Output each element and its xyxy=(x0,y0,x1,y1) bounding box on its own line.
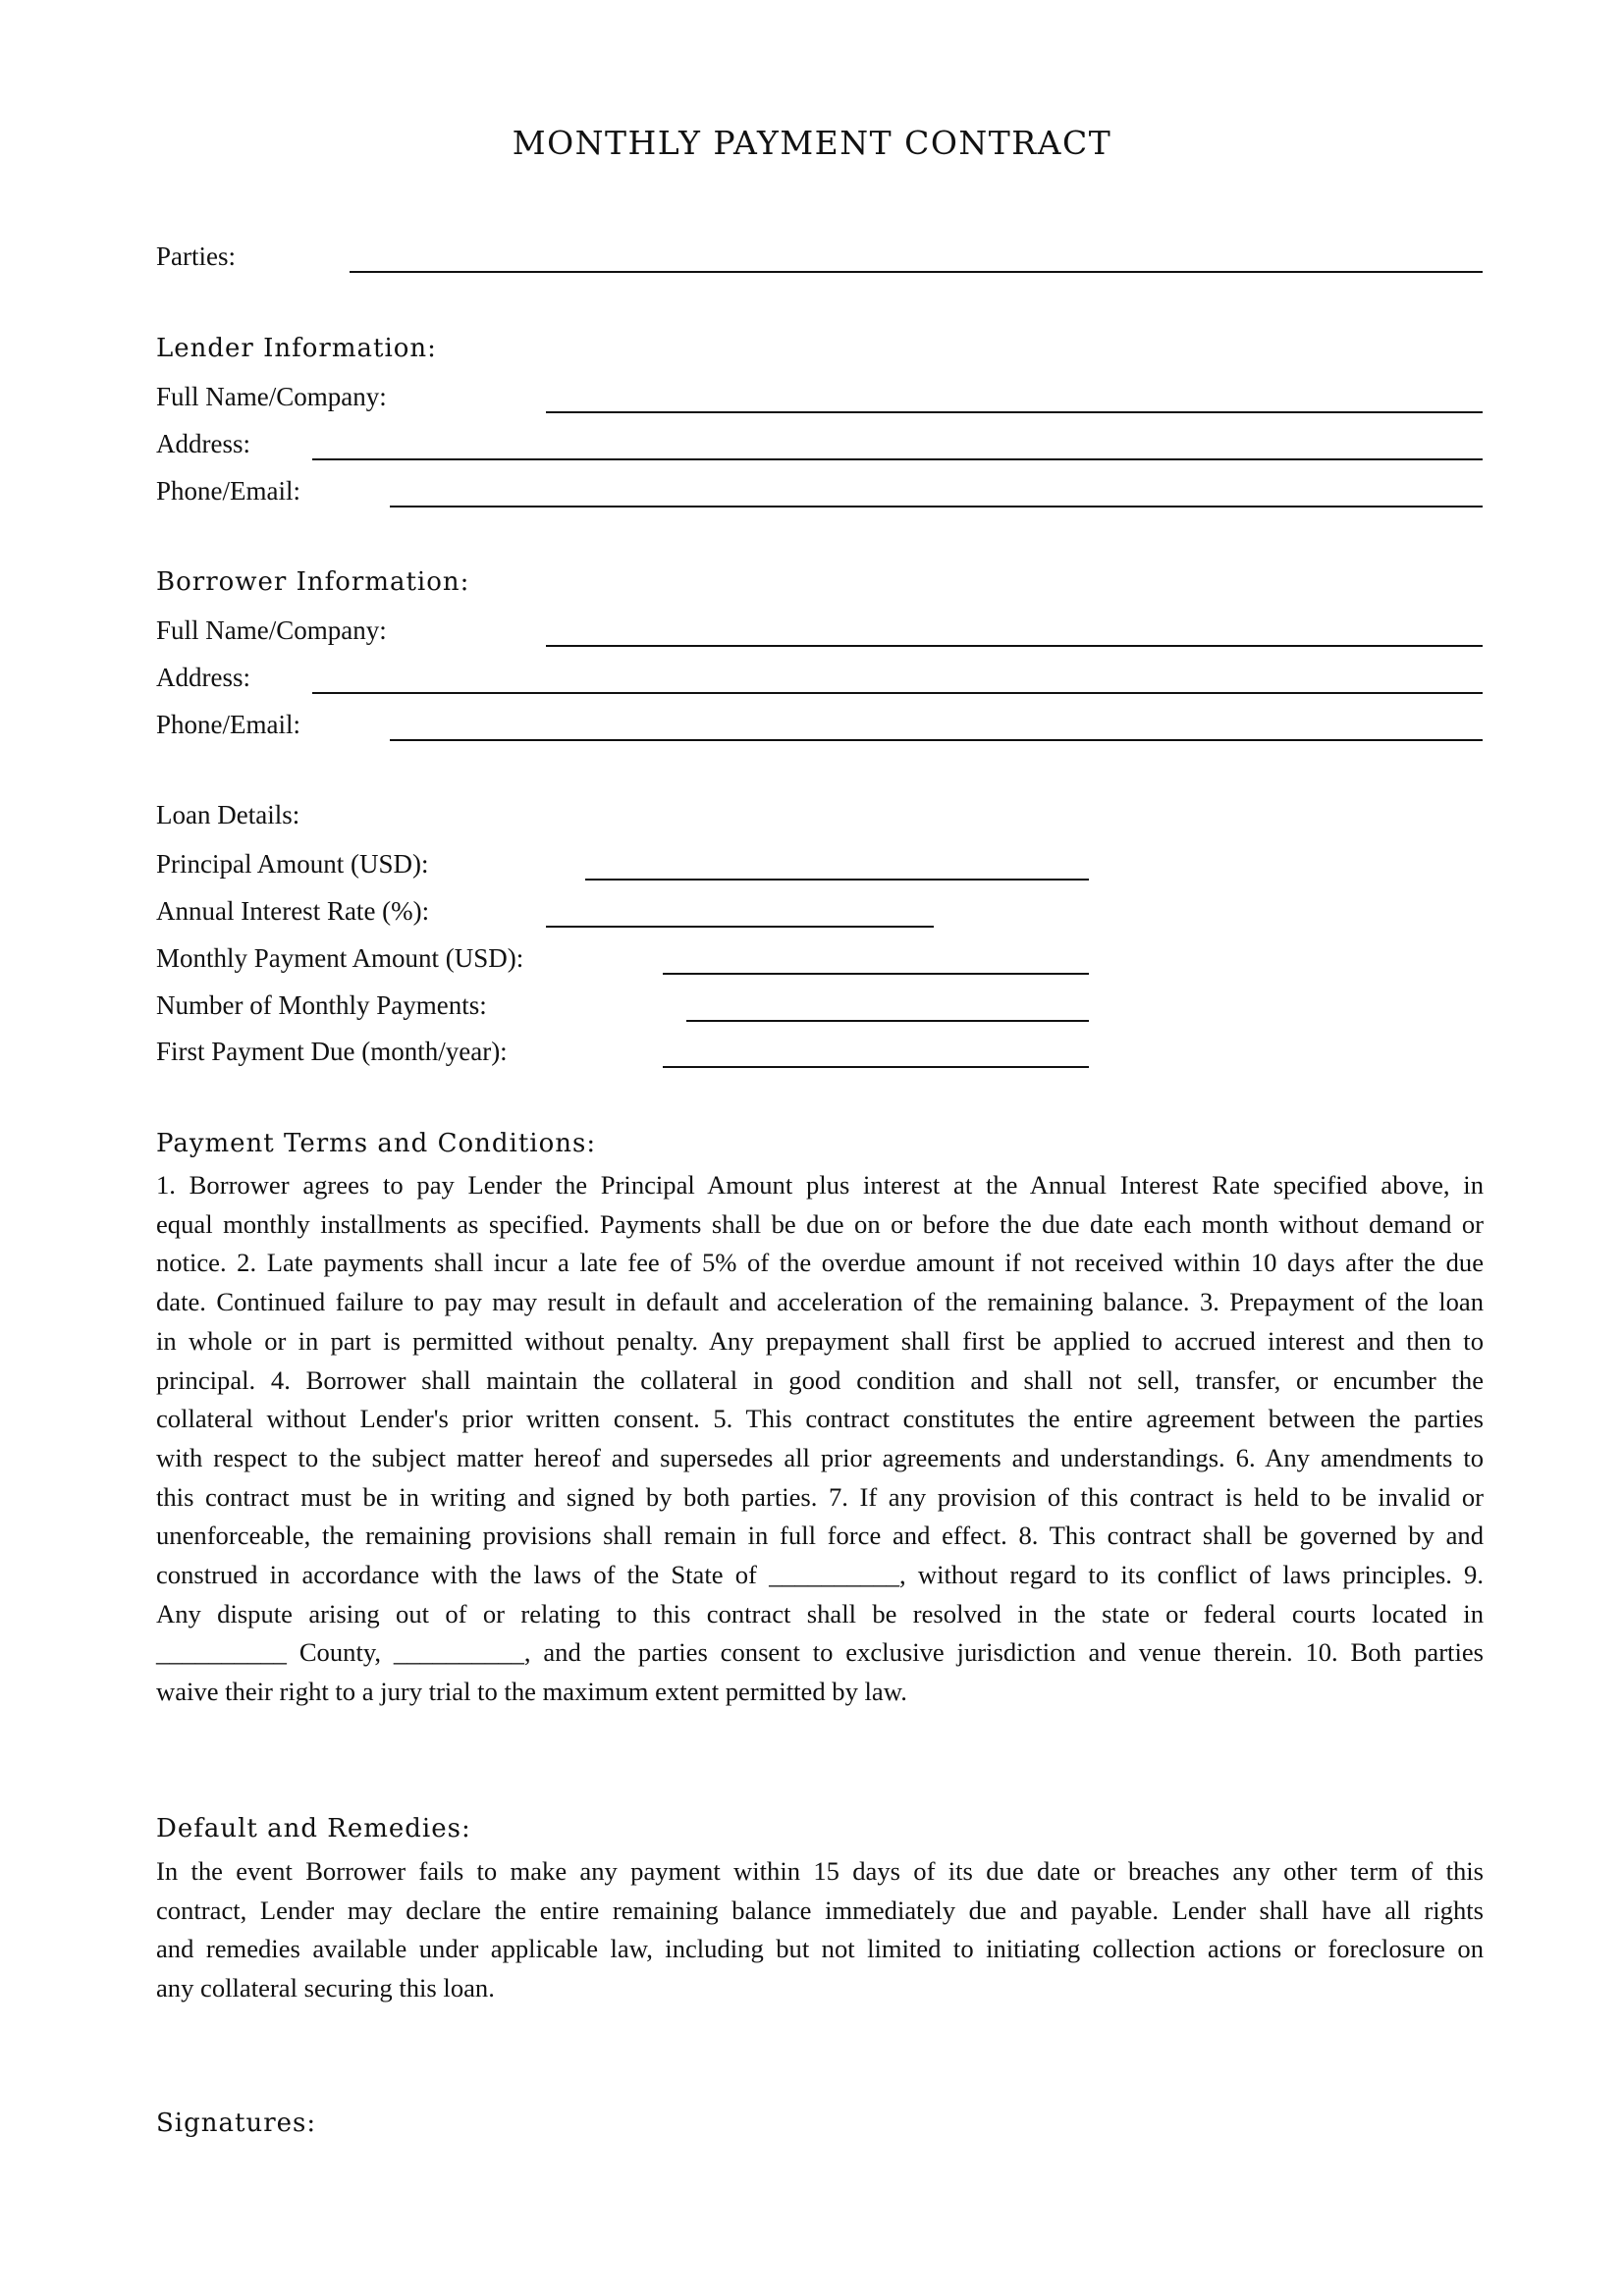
borrower-name-row xyxy=(156,608,1624,647)
principal-row xyxy=(156,841,1624,881)
signatures-heading: Signatures: xyxy=(156,2109,317,2138)
default-line: and remedies available under applicable law, including but not limited to initiating collection actions or foreclosure on xyxy=(156,1934,1484,1964)
terms-line: principal. 4. Borrower shall maintain the collateral in good condition and shall not sell, transfer, or encumber the xyxy=(156,1364,1484,1395)
lender-name-label: Full Name/Company: xyxy=(156,382,387,411)
loan-heading: Loan Details: xyxy=(156,800,300,829)
monthly-payment-field[interactable] xyxy=(663,973,1089,975)
terms-heading: Payment Terms and Conditions: xyxy=(156,1129,597,1158)
terms-line: date. Continued failure to pay may result in default and acceleration of the remaining balance. 3. Prepayment of the loan xyxy=(156,1287,1484,1317)
lender-contact-row xyxy=(156,468,1624,507)
first-due-field[interactable] xyxy=(663,1066,1089,1068)
payment-count-field[interactable] xyxy=(686,1020,1089,1022)
terms-line: Any dispute arising out of or relating to this contract shall be resolved in the state or federal courts located in xyxy=(156,1598,1484,1629)
terms-line: collateral without Lender's prior written consent. 5. This contract constitutes the entire agreement between the parties xyxy=(156,1404,1484,1434)
parties-field[interactable] xyxy=(350,271,1483,273)
first-due-row xyxy=(156,1029,1624,1068)
monthly-payment-row xyxy=(156,935,1624,975)
lender-name-row xyxy=(156,374,1624,413)
borrower-contact-label: Phone/Email: xyxy=(156,710,300,739)
rate-label: Annual Interest Rate (%): xyxy=(156,896,430,926)
terms-paragraph xyxy=(156,1166,1484,1712)
terms-line: unenforceable, the remaining provisions shall remain in full force and effect. 8. This contract shall be governed by and xyxy=(156,1521,1484,1551)
borrower-contact-row xyxy=(156,702,1624,741)
payment-count-label: Number of Monthly Payments: xyxy=(156,990,487,1020)
lender-address-label: Address: xyxy=(156,429,250,458)
borrower-address-row xyxy=(156,655,1624,694)
borrower-heading: Borrower Information: xyxy=(156,567,470,597)
default-line: any collateral securing this loan. xyxy=(156,1973,495,2003)
terms-line: 1. Borrower agrees to pay Lender the Principal Amount plus interest at the Annual Interest Rate specified above, in xyxy=(156,1170,1484,1200)
lender-contact-field[interactable] xyxy=(390,506,1483,507)
principal-field[interactable] xyxy=(585,879,1089,881)
lender-address-row xyxy=(156,421,1624,460)
parties-label: Parties: xyxy=(156,241,236,271)
rate-row xyxy=(156,888,1624,928)
lender-name-field[interactable] xyxy=(546,411,1483,413)
parties-row xyxy=(156,234,1624,273)
monthly-payment-label: Monthly Payment Amount (USD): xyxy=(156,943,524,973)
terms-line: equal monthly installments as specified. Payments shall be due on or before the due date each month without demand or xyxy=(156,1208,1484,1239)
payment-count-row xyxy=(156,983,1624,1022)
borrower-contact-field[interactable] xyxy=(390,739,1483,741)
lender-heading: Lender Information: xyxy=(156,334,437,363)
default-line: In the event Borrower fails to make any payment within 15 days of its due date or breaches any other term of this xyxy=(156,1856,1484,1886)
default-heading: Default and Remedies: xyxy=(156,1814,471,1843)
rate-field[interactable] xyxy=(546,926,934,928)
principal-label: Principal Amount (USD): xyxy=(156,849,429,879)
terms-line: waive their right to a jury trial to the maximum extent permitted by law. xyxy=(156,1677,907,1707)
terms-line: construed in accordance with the laws of the State of __________, without regard to its conflict of laws principles. 9. xyxy=(156,1560,1484,1590)
terms-line: in whole or in part is permitted without penalty. Any prepayment shall first be applied to accrued interest and then to xyxy=(156,1325,1484,1356)
borrower-name-label: Full Name/Company: xyxy=(156,615,387,645)
first-due-label: First Payment Due (month/year): xyxy=(156,1037,508,1066)
borrower-address-label: Address: xyxy=(156,663,250,692)
lender-address-field[interactable] xyxy=(312,458,1483,460)
lender-contact-label: Phone/Email: xyxy=(156,476,300,506)
borrower-name-field[interactable] xyxy=(546,645,1483,647)
document-title: MONTHLY PAYMENT CONTRACT xyxy=(512,124,1112,162)
terms-line: with respect to the subject matter hereof and supersedes all prior agreements and understandings. 6. Any amendments to xyxy=(156,1442,1484,1472)
default-paragraph xyxy=(156,1852,1484,2008)
terms-line: notice. 2. Late payments shall incur a late fee of 5% of the overdue amount if not received within 10 days after the due xyxy=(156,1248,1484,1278)
terms-line: __________ County, __________, and the parties consent to exclusive jurisdiction and venue therein. 10. Both parties xyxy=(156,1637,1484,1668)
borrower-address-field[interactable] xyxy=(312,692,1483,694)
terms-line: this contract must be in writing and signed by both parties. 7. If any provision of this contract is held to be invalid or xyxy=(156,1481,1484,1512)
default-line: contract, Lender may declare the entire remaining balance immediately due and payable. Lender shall have all rights xyxy=(156,1895,1484,1925)
